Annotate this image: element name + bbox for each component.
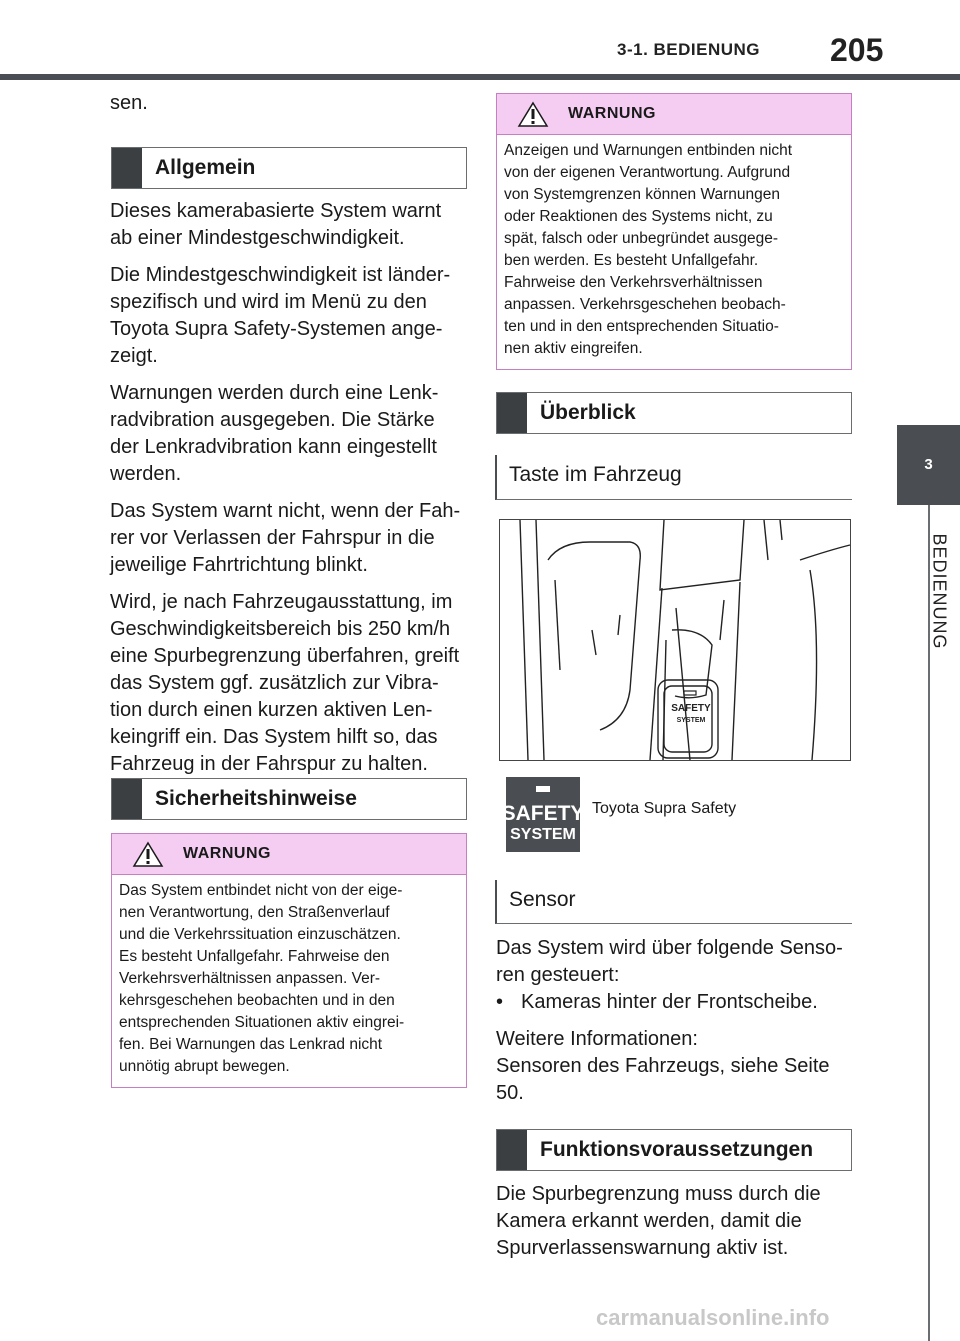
safety-system-glyph (501, 777, 585, 852)
line: eine Spurbegrenzung überfahren, greift (110, 645, 460, 667)
heading-allgemein (111, 147, 467, 189)
line: entsprechenden Situationen aktiv eingrei- (119, 1014, 405, 1031)
warning-box-left (111, 833, 467, 1088)
line: von Systemgrenzen können Warnungen (504, 186, 781, 203)
line: ben werden. Es besteht Unfallgefahr. (504, 252, 759, 269)
line: ab einer Mindestgeschwindigkeit. (110, 227, 405, 249)
line: unnötig abrupt bewegen. (119, 1058, 290, 1075)
line: spezifisch und wird im Menü zu den (110, 291, 427, 313)
line: Dieses kamerabasierte System warnt (110, 200, 442, 222)
line: anpassen. Verkehrsgeschehen beobach- (504, 296, 786, 313)
paragraph (496, 1026, 856, 1107)
line: Weitere Informationen: (496, 1028, 698, 1050)
chapter-label: BEDIENUNG (929, 533, 950, 650)
line: Das System warnt nicht, wenn der Fah- (110, 500, 461, 522)
icon-label-bottom: SYSTEM (510, 826, 576, 843)
bullet-marker: • (496, 991, 504, 1013)
subheading-sensor (495, 880, 852, 924)
heading-marker (112, 148, 142, 188)
paragraph (110, 380, 470, 488)
heading-funktionsvoraussetzungen (496, 1129, 852, 1171)
header-bar (0, 74, 960, 80)
line: Fahrzeug in der Fahrspur zu halten. (110, 753, 428, 775)
line: Verkehrsverhältnissen anpassen. Ver- (119, 970, 381, 987)
line: Es besteht Unfallgefahr. Fahrweise den (119, 948, 390, 965)
line: Das System wird über folgende Senso- (496, 937, 843, 959)
paragraph (110, 198, 470, 252)
warning-header (497, 94, 851, 135)
heading-sicherheitshinweise (111, 778, 467, 820)
warning-header (112, 834, 466, 875)
line: kehrsgeschehen beobachten und in den (119, 992, 395, 1009)
heading-text: Allgemein (155, 156, 256, 179)
line: rer vor Verlassen der Fahrspur in die (110, 527, 435, 549)
heading-marker (497, 1130, 527, 1170)
subheading-text: Taste im Fahrzeug (509, 463, 682, 486)
line: radvibration ausgegeben. Die Stärke (110, 409, 435, 431)
heading-text: Überblick (540, 401, 636, 424)
subheading-taste (495, 455, 852, 500)
paragraph (110, 262, 470, 370)
line: fen. Bei Warnungen das Lenkrad nicht (119, 1036, 383, 1053)
line: werden. (110, 463, 182, 485)
line: tion durch einen kurzen aktiven Len- (110, 699, 433, 721)
line: Toyota Supra Safety-Systemen ange- (110, 318, 443, 340)
sensor-text (496, 935, 856, 1107)
line: Die Spurbegrenzung muss durch die (496, 1183, 821, 1205)
subheading-text: Sensor (509, 888, 576, 911)
chapter-tab: 3 (897, 425, 960, 505)
warning-text (504, 140, 845, 360)
line: zeigt. (110, 345, 158, 367)
line: der Lenkradvibration kann eingestellt (110, 436, 437, 458)
line: ren gesteuert: (496, 964, 620, 986)
button-label-bottom: SYSTEM (676, 717, 706, 724)
bullet-item (496, 989, 856, 1016)
intro-text: sen. (110, 92, 148, 114)
paragraph (496, 935, 856, 1016)
line: Anzeigen und Warnungen entbinden nicht (504, 142, 793, 159)
line: oder Reaktionen des Systems nicht, zu (504, 208, 773, 225)
heading-marker (497, 393, 527, 433)
line: Die Mindestgeschwindigkeit ist länder- (110, 264, 451, 286)
heading-marker (112, 779, 142, 819)
warning-title: WARNUNG (568, 105, 656, 122)
icon-label-top: SAFETY (501, 802, 585, 825)
warning-text (119, 880, 460, 1078)
console-drawing (500, 520, 850, 760)
warning-triangle-icon (130, 839, 166, 869)
line: nen Verantwortung, den Straßenverlauf (119, 904, 390, 921)
warning-title: WARNUNG (183, 845, 271, 862)
heading-text: Sicherheitshinweise (155, 787, 357, 810)
line: das System ggf. zusätzlich zur Vibra- (110, 672, 439, 694)
page-number: 205 (830, 32, 884, 68)
line: und die Verkehrssituation einzuschätzen. (119, 926, 401, 943)
console-illustration (499, 519, 851, 761)
section-title: 3-1. BEDIENUNG (617, 40, 761, 59)
watermark: carmanualsonline.info (596, 1305, 830, 1330)
paragraph (496, 1181, 856, 1262)
warning-triangle-icon (515, 99, 551, 129)
funktion-text (496, 1181, 856, 1262)
line: keingriff ein. Das System hilft so, das (110, 726, 438, 748)
heading-ueberblick (496, 392, 852, 434)
line: ten und in den entsprechenden Situatio- (504, 318, 779, 335)
line: Warnungen werden durch eine Lenk- (110, 382, 439, 404)
heading-text: Funktionsvoraussetzungen (540, 1138, 814, 1161)
bullet-text: Kameras hinter der Frontscheibe. (521, 991, 818, 1013)
line: Wird, je nach Fahrzeugausstattung, im (110, 591, 453, 613)
line: Sensoren des Fahrzeugs, siehe Seite (496, 1055, 830, 1077)
line: Kamera erkannt werden, damit die (496, 1210, 802, 1232)
allgemein-paragraphs (110, 198, 470, 778)
button-label-top: SAFETY (671, 703, 711, 714)
safety-system-icon (501, 777, 585, 852)
line: von der eigenen Verantwortung. Aufgrund (504, 164, 791, 181)
line: Geschwindigkeitsbereich bis 250 km/h (110, 618, 451, 640)
warning-box-right (496, 93, 852, 370)
line: jeweilige Fahrtrichtung blinkt. (110, 554, 368, 576)
line: spät, falsch oder unbegründet ausgege- (504, 230, 779, 247)
line: Spurverlassenswarnung aktiv ist. (496, 1237, 789, 1259)
icon-caption: Toyota Supra Safety (592, 800, 737, 817)
paragraph (110, 498, 470, 579)
paragraph (110, 589, 470, 778)
line: Fahrweise den Verkehrsverhältnissen (504, 274, 763, 291)
line: Das System entbindet nicht von der eige- (119, 882, 403, 899)
line: nen aktiv eingreifen. (504, 340, 643, 357)
line: 50. (496, 1082, 524, 1104)
